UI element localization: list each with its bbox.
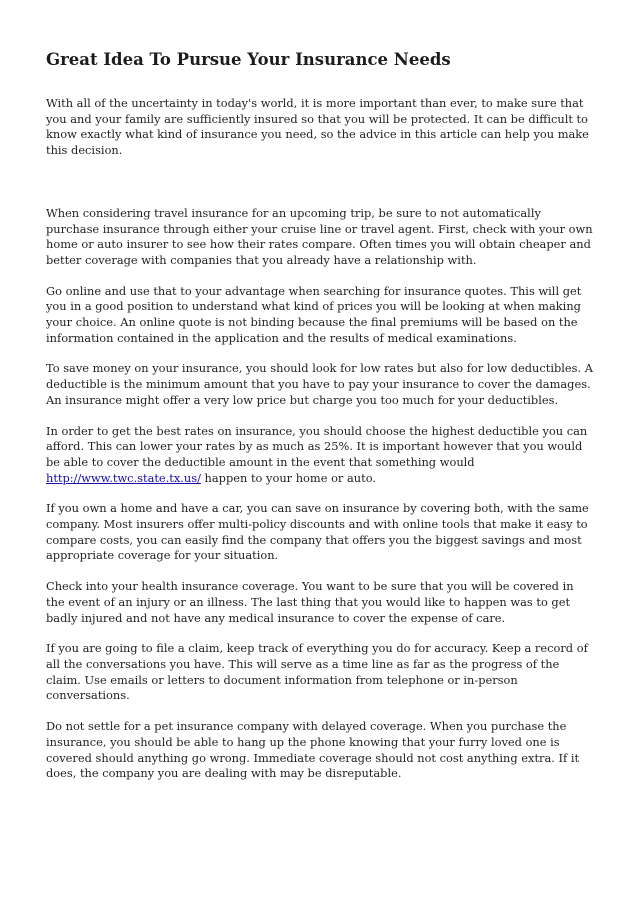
paragraph-low-deductibles: To save money on your insurance, you should look for low rates but also for low deductibles. A deductible is the minimum amount that you have to pay your insurance to cover the damages. An insurance might offer a very low price but charge you too much for your deductibles. [46, 361, 593, 407]
paragraph-highest-deductible [46, 424, 594, 487]
paragraph-travel-insurance: When considering travel insurance for an upcoming trip, be sure to not automatically purchase insurance through either your cruise line or travel agent. First, check with your own home or auto insurer to see how their rates compare. Often times you will obtain cheaper and better coverage with companies that you already have a relationship with. [46, 205, 593, 267]
paragraph-health-insurance: Check into your health insurance coverage. You want to be sure that you will be covered in the event of an injury or an illness. The last thing that you would like to happen was to get badly injured and not have any medical insurance to cover the expense of care. [46, 579, 574, 625]
paragraph-online-quotes: Go online and use that to your advantage when searching for insurance quotes. This will get you in a good position to understand what kind of prices you will be looking at when making your choice. An online quote is not binding because the final premiums will be based on the information contained in the application and the results of medical examinations. [46, 283, 582, 345]
paragraph-intro: With all of the uncertainty in today's world, it is more important than ever, to make sure that you and your family are sufficiently insured so that you will be protected. It can be difficult to know exactly what kind of insurance you need, so the advice in this article can help you make this decision. [46, 96, 589, 158]
page-title: Great Idea To Pursue Your Insurance Needs [46, 50, 451, 69]
paragraph-multi-policy: If you own a home and have a car, you can save on insurance by covering both, with the same company. Most insurers offer multi-policy discounts and with online tools that make it easy to compare costs, you can easily find the company that offers you the biggest savings and most appropriate coverage for your situation. [46, 501, 589, 563]
twc-link[interactable]: http://www.twc.state.tx.us/ [46, 470, 201, 485]
document-page [46, 48, 594, 797]
paragraph-text-before-link: In order to get the best rates on insurance, you should choose the highest deductible you can afford. This can lower your rates by as much as 25%. It is important however that you would be able to cover the deductible amount in the event that something would [46, 423, 588, 469]
paragraph-file-claim: If you are going to file a claim, keep track of everything you do for accuracy. Keep a record of all the conversations you have. This will serve as a time line as far as the progress of the claim. Use emails or letters to document information from telephone or in-person conversations. [46, 641, 588, 703]
paragraph-text-after-link: happen to your home or auto. [200, 470, 376, 485]
paragraph-pet-insurance: Do not settle for a pet insurance company with delayed coverage. When you purchase the insurance, you should be able to hang up the phone knowing that your furry loved one is covered should anything go wrong. Immediate coverage should not cost anything extra. If it does, the company you are dealing with may be disreputable. [46, 719, 580, 781]
